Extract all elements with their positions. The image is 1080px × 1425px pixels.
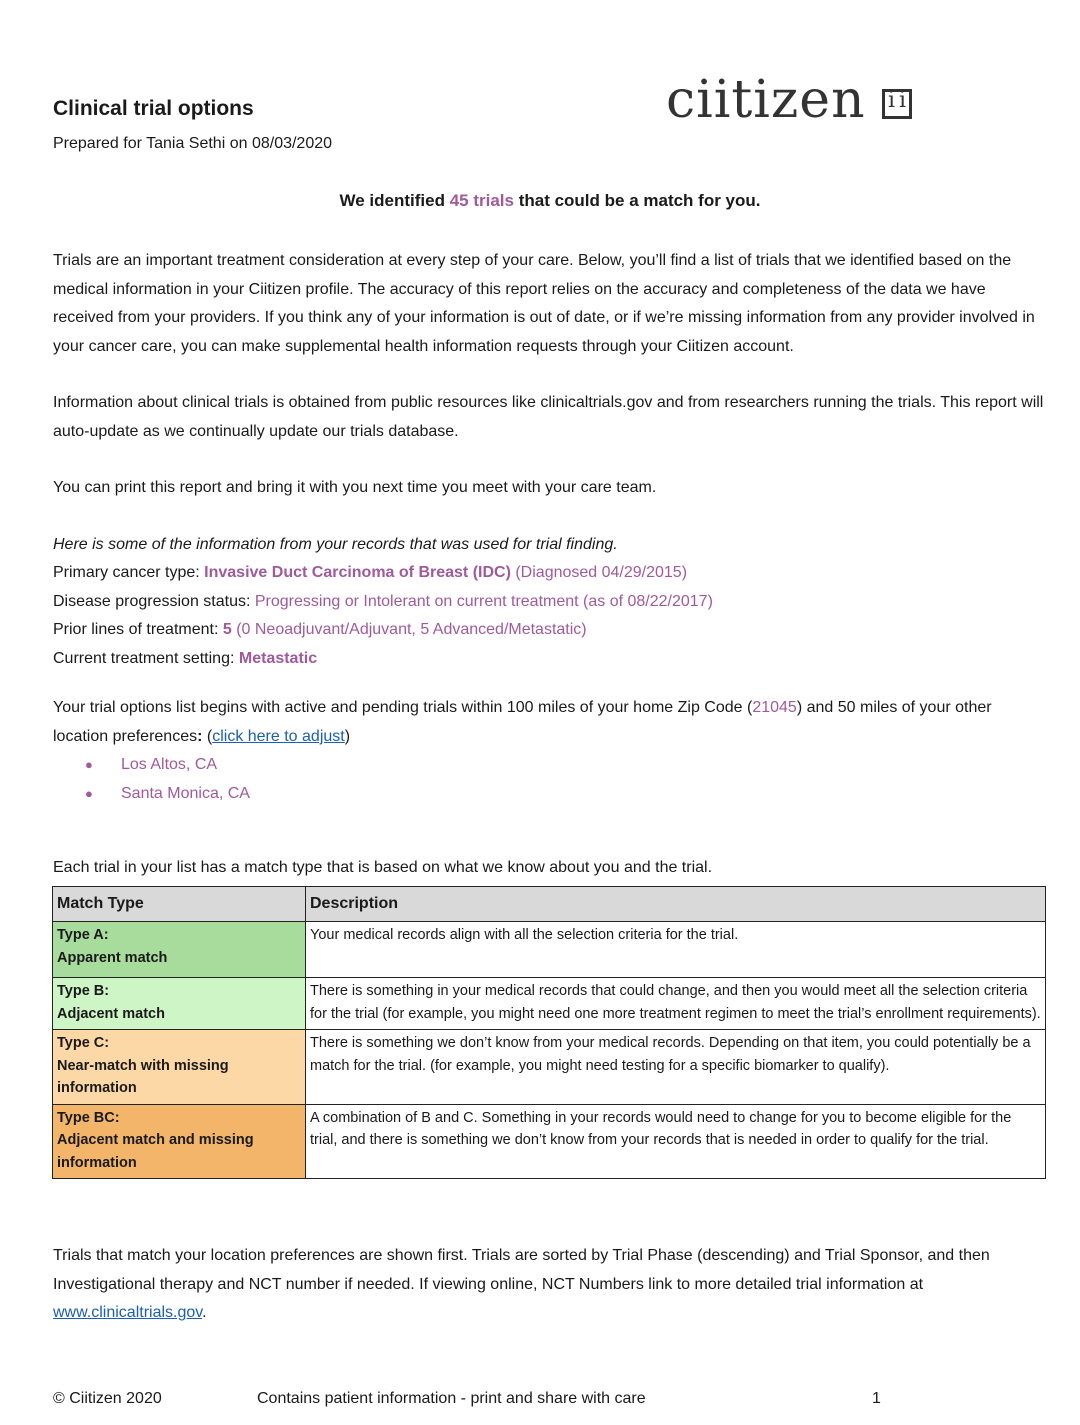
table-row: [53, 922, 1046, 978]
zip-code: 21045: [752, 699, 797, 716]
cancer-type-value: Invasive Duct Carcinoma of Breast (IDC): [204, 564, 511, 582]
ciitizen-logo: [666, 70, 912, 130]
list-item: ● Los Altos, CA: [85, 751, 250, 780]
match-description-cell: Your medical records align with all the selection criteria for the trial.: [306, 922, 1046, 978]
location-paragraph: Your trial options list begins with active and pending trials within 100 miles of your home Zip Code (21045) and 50 miles of your other location preferences: (click here to adjust): [53, 699, 992, 745]
table-header-row: [53, 887, 1046, 922]
trial-count: 45 trials: [449, 191, 514, 210]
print-paragraph: You can print this report and bring it with you next time you meet with your care team.: [53, 479, 657, 496]
match-type-cell: Type B: Adjacent match: [53, 978, 306, 1030]
location-list: [85, 751, 250, 808]
clinicaltrials-link[interactable]: www.clinicaltrials.gov: [53, 1304, 203, 1322]
bullet-icon: ●: [85, 757, 93, 772]
column-header-match-type: Match Type: [53, 887, 306, 922]
treatment-setting-value: Metastatic: [238, 649, 318, 667]
match-type-cell: Type C: Near-match with missing information: [53, 1030, 306, 1105]
trial-count-headline: We identified 45 trials that could be a match for you.: [339, 191, 761, 210]
match-type-table: [52, 886, 1046, 1179]
match-description-cell: A combination of B and C. Something in your records would need to change for you to become eligible for the trial, and there is something we don’t know from your records that is needed in order to qualify for the trial.: [306, 1104, 1046, 1179]
match-table-intro: Each trial in your list has a match type that is based on what we know about you and the trial.: [53, 859, 713, 876]
table-row: [53, 1030, 1046, 1105]
progression-row: Disease progression status: Progressing or Intolerant on current treatment (as of 08/22/2017): [53, 592, 713, 610]
prior-lines-row: Prior lines of treatment: 5 (0 Neoadjuvant/Adjuvant, 5 Advanced/Metastatic): [53, 621, 587, 639]
column-header-description: Description: [306, 887, 1046, 922]
record-info-intro: Here is some of the information from your records that was used for trial finding.: [53, 536, 618, 553]
match-description-cell: There is something in your medical records that could change, and then you would meet all the selection criteria for the trial (for example, you might need one more treatment regimen to meet the trial’s enrollment requirements).: [306, 978, 1046, 1030]
logo-ii-icon: i i: [882, 89, 912, 119]
footer-notice: Contains patient information - print and share with care: [257, 1390, 646, 1407]
cancer-type-row: Primary cancer type: Invasive Duct Carcinoma of Breast (IDC) (Diagnosed 04/29/2015): [53, 564, 688, 582]
prior-lines-count: 5: [222, 621, 232, 639]
sorting-paragraph: Trials that match your location preferences are shown first. Trials are sorted by Trial Phase (descending) and Trial Sponsor, and then Investigational therapy and NCT number if needed. If viewing online, NCT Numbers link to more detailed trial information at www.clinicaltrials.gov.: [53, 1247, 990, 1322]
prepared-for: Prepared for Tania Sethi on 08/03/2020: [53, 135, 333, 152]
record-info: [53, 531, 713, 673]
logo-wordmark: ciitizen: [666, 70, 866, 130]
bullet-icon: ●: [85, 785, 93, 801]
sources-paragraph: Information about clinical trials is obtained from public resources like clinicaltrials.gov and from researchers running the trials. This report will auto-update as we continually update our trials database.: [53, 394, 1044, 440]
list-item: ● Santa Monica, CA: [85, 780, 250, 809]
match-type-cell: Type BC: Adjacent match and missing information: [53, 1104, 306, 1179]
progression-value: Progressing or Intolerant on current treatment (as of 08/22/2017): [254, 592, 713, 610]
table-row: [53, 1104, 1046, 1179]
match-type-cell: Type A: Apparent match: [53, 922, 306, 978]
page-title: Clinical trial options: [53, 97, 254, 120]
table-row: [53, 978, 1046, 1030]
match-description-cell: There is something we don’t know from your medical records. Depending on that item, you could potentially be a match for the trial. (for example, you might need testing for a specific biomarker to qualify).: [306, 1030, 1046, 1105]
treatment-setting-row: Current treatment setting: Metastatic: [53, 649, 318, 667]
adjust-locations-link[interactable]: click here to adjust: [212, 727, 345, 745]
page-number: 1: [872, 1390, 881, 1407]
footer-copyright: © Ciitizen 2020: [53, 1390, 162, 1407]
intro-paragraph: Trials are an important treatment consideration at every step of your care. Below, you’ll find a list of trials that we identified based on the medical information in your Ciitizen profile. The accuracy of this report relies on the accuracy and completeness of the data we have received from your providers. If you think any of your information is out of date, or if we’re missing information from any provider involved in your cancer care, you can make supplemental health information requests through your Ciitizen account.: [53, 252, 1035, 355]
